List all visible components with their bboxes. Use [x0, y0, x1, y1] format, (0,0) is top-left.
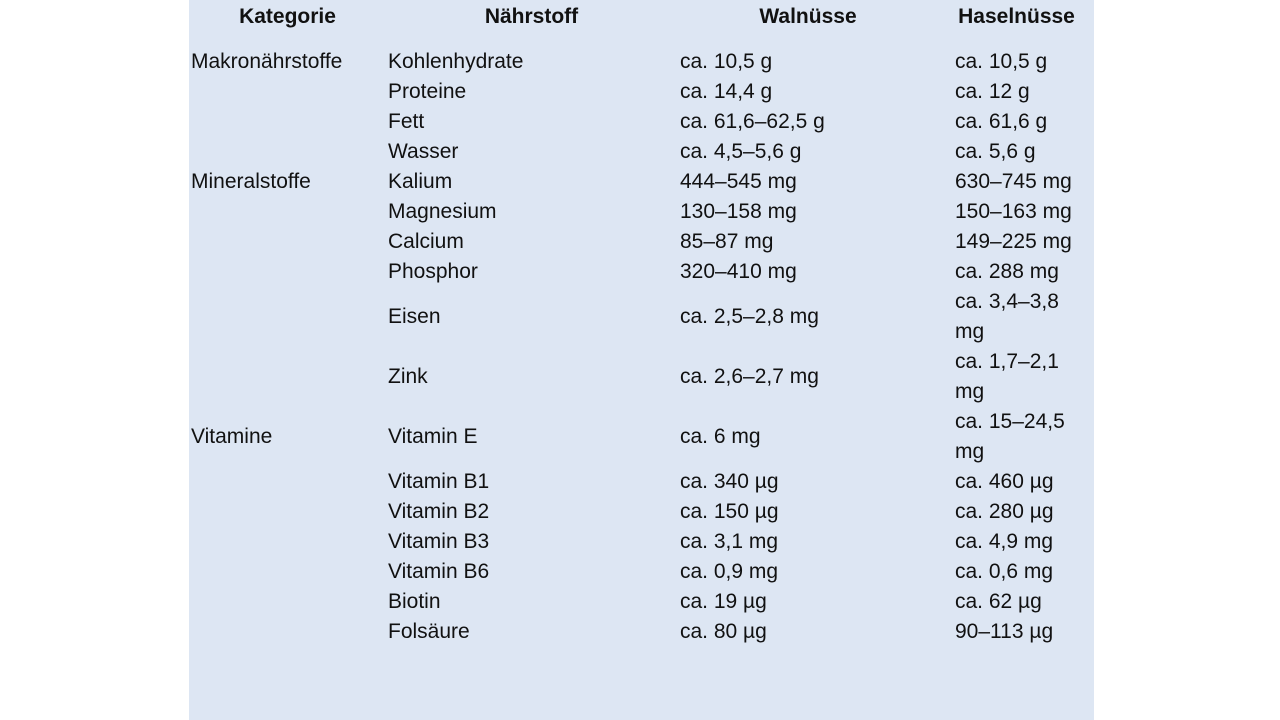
category-cell: Vitamine — [191, 425, 273, 448]
table-row — [189, 47, 1094, 77]
hazelnut-value-cell: ca. 288 mg — [955, 260, 1059, 283]
hazelnut-value-cell: 150–163 mg — [955, 200, 1072, 223]
category-cell — [189, 467, 386, 497]
table-row — [189, 497, 1094, 527]
hazelnut-value-cell: ca. 15–24,5 mg — [955, 410, 1065, 463]
hazelnut-value-cell: ca. 1,7–2,1 mg — [955, 350, 1059, 403]
category-cell — [189, 137, 386, 167]
nutrient-cell: Folsäure — [388, 620, 470, 643]
nutrient-cell: Biotin — [388, 590, 441, 613]
category-cell — [189, 287, 386, 347]
header-hazelnuts: Haselnüsse — [958, 4, 1075, 28]
nutrient-cell: Proteine — [388, 80, 467, 103]
category-cell — [189, 587, 386, 617]
walnut-value-cell: ca. 150 µg — [680, 500, 779, 523]
nutrient-cell: Kohlenhydrate — [388, 50, 524, 73]
nutrient-cell: Kalium — [388, 170, 453, 193]
table-row — [189, 137, 1094, 167]
walnut-value-cell: ca. 80 µg — [680, 620, 767, 643]
nutrient-cell: Wasser — [388, 140, 459, 163]
walnut-value-cell: 320–410 mg — [680, 260, 797, 283]
nutrient-cell: Vitamin B6 — [388, 560, 490, 583]
hazelnut-value-cell: ca. 62 µg — [955, 590, 1042, 613]
header-category: Kategorie — [239, 4, 336, 28]
table-body — [189, 33, 1094, 647]
category-cell — [189, 107, 386, 137]
table-row — [189, 107, 1094, 137]
hazelnut-value-cell: ca. 3,4–3,8 mg — [955, 290, 1059, 343]
nutrient-cell: Calcium — [388, 230, 464, 253]
table-row — [189, 347, 1094, 407]
table-row — [189, 587, 1094, 617]
table-row — [189, 467, 1094, 497]
nutrient-cell: Vitamin B2 — [388, 500, 490, 523]
walnut-value-cell: ca. 2,5–2,8 mg — [680, 305, 819, 328]
table-row — [189, 617, 1094, 647]
nutrient-cell: Fett — [388, 110, 425, 133]
category-cell — [189, 347, 386, 407]
table-header-row — [189, 0, 1094, 33]
nutrient-cell: Vitamin B1 — [388, 470, 490, 493]
nutrient-comparison-table — [189, 0, 1094, 647]
nutrient-table-panel — [189, 0, 1094, 720]
walnut-value-cell: ca. 2,6–2,7 mg — [680, 365, 819, 388]
hazelnut-value-cell: ca. 460 µg — [955, 470, 1054, 493]
category-cell: Mineralstoffe — [191, 170, 311, 193]
header-walnuts: Walnüsse — [759, 4, 857, 28]
header-nutrient: Nährstoff — [484, 4, 579, 28]
nutrient-cell: Magnesium — [388, 200, 497, 223]
hazelnut-value-cell: 149–225 mg — [955, 230, 1072, 253]
walnut-value-cell: ca. 61,6–62,5 g — [680, 110, 825, 133]
hazelnut-value-cell: ca. 0,6 mg — [955, 560, 1054, 583]
hazelnut-value-cell: ca. 12 g — [955, 80, 1030, 103]
walnut-value-cell: 85–87 mg — [680, 230, 774, 253]
nutrient-cell: Zink — [388, 365, 428, 388]
nutrient-cell: Phosphor — [388, 260, 478, 283]
hazelnut-value-cell: ca. 4,9 mg — [955, 530, 1054, 553]
hazelnut-value-cell: ca. 61,6 g — [955, 110, 1048, 133]
category-cell — [189, 77, 386, 107]
hazelnut-value-cell: ca. 5,6 g — [955, 140, 1036, 163]
category-cell — [189, 527, 386, 557]
table-row — [189, 167, 1094, 197]
table-row — [189, 257, 1094, 287]
walnut-value-cell: ca. 19 µg — [680, 590, 767, 613]
hazelnut-value-cell: ca. 10,5 g — [955, 50, 1048, 73]
header-spacer — [189, 33, 1094, 47]
category-cell — [189, 617, 386, 647]
walnut-value-cell: 444–545 mg — [680, 170, 797, 193]
table-row — [189, 197, 1094, 227]
category-cell: Makronährstoffe — [191, 50, 343, 73]
category-cell — [189, 257, 386, 287]
hazelnut-value-cell: 90–113 µg — [955, 620, 1054, 643]
table-row — [189, 227, 1094, 257]
walnut-value-cell: 130–158 mg — [680, 200, 797, 223]
table-row — [189, 407, 1094, 467]
hazelnut-value-cell: 630–745 mg — [955, 170, 1072, 193]
walnut-value-cell: ca. 4,5–5,6 g — [680, 140, 802, 163]
hazelnut-value-cell: ca. 280 µg — [955, 500, 1054, 523]
walnut-value-cell: ca. 3,1 mg — [680, 530, 779, 553]
category-cell — [189, 497, 386, 527]
walnut-value-cell: ca. 340 µg — [680, 470, 779, 493]
nutrient-cell: Eisen — [388, 305, 441, 328]
nutrient-cell: Vitamin E — [388, 425, 478, 448]
walnut-value-cell: ca. 10,5 g — [680, 50, 773, 73]
category-cell — [189, 557, 386, 587]
walnut-value-cell: ca. 14,4 g — [680, 80, 773, 103]
table-row — [189, 287, 1094, 347]
table-row — [189, 77, 1094, 107]
category-cell — [189, 227, 386, 257]
category-cell — [189, 197, 386, 227]
nutrient-cell: Vitamin B3 — [388, 530, 490, 553]
table-row — [189, 557, 1094, 587]
table-row — [189, 527, 1094, 557]
walnut-value-cell: ca. 6 mg — [680, 425, 761, 448]
walnut-value-cell: ca. 0,9 mg — [680, 560, 779, 583]
